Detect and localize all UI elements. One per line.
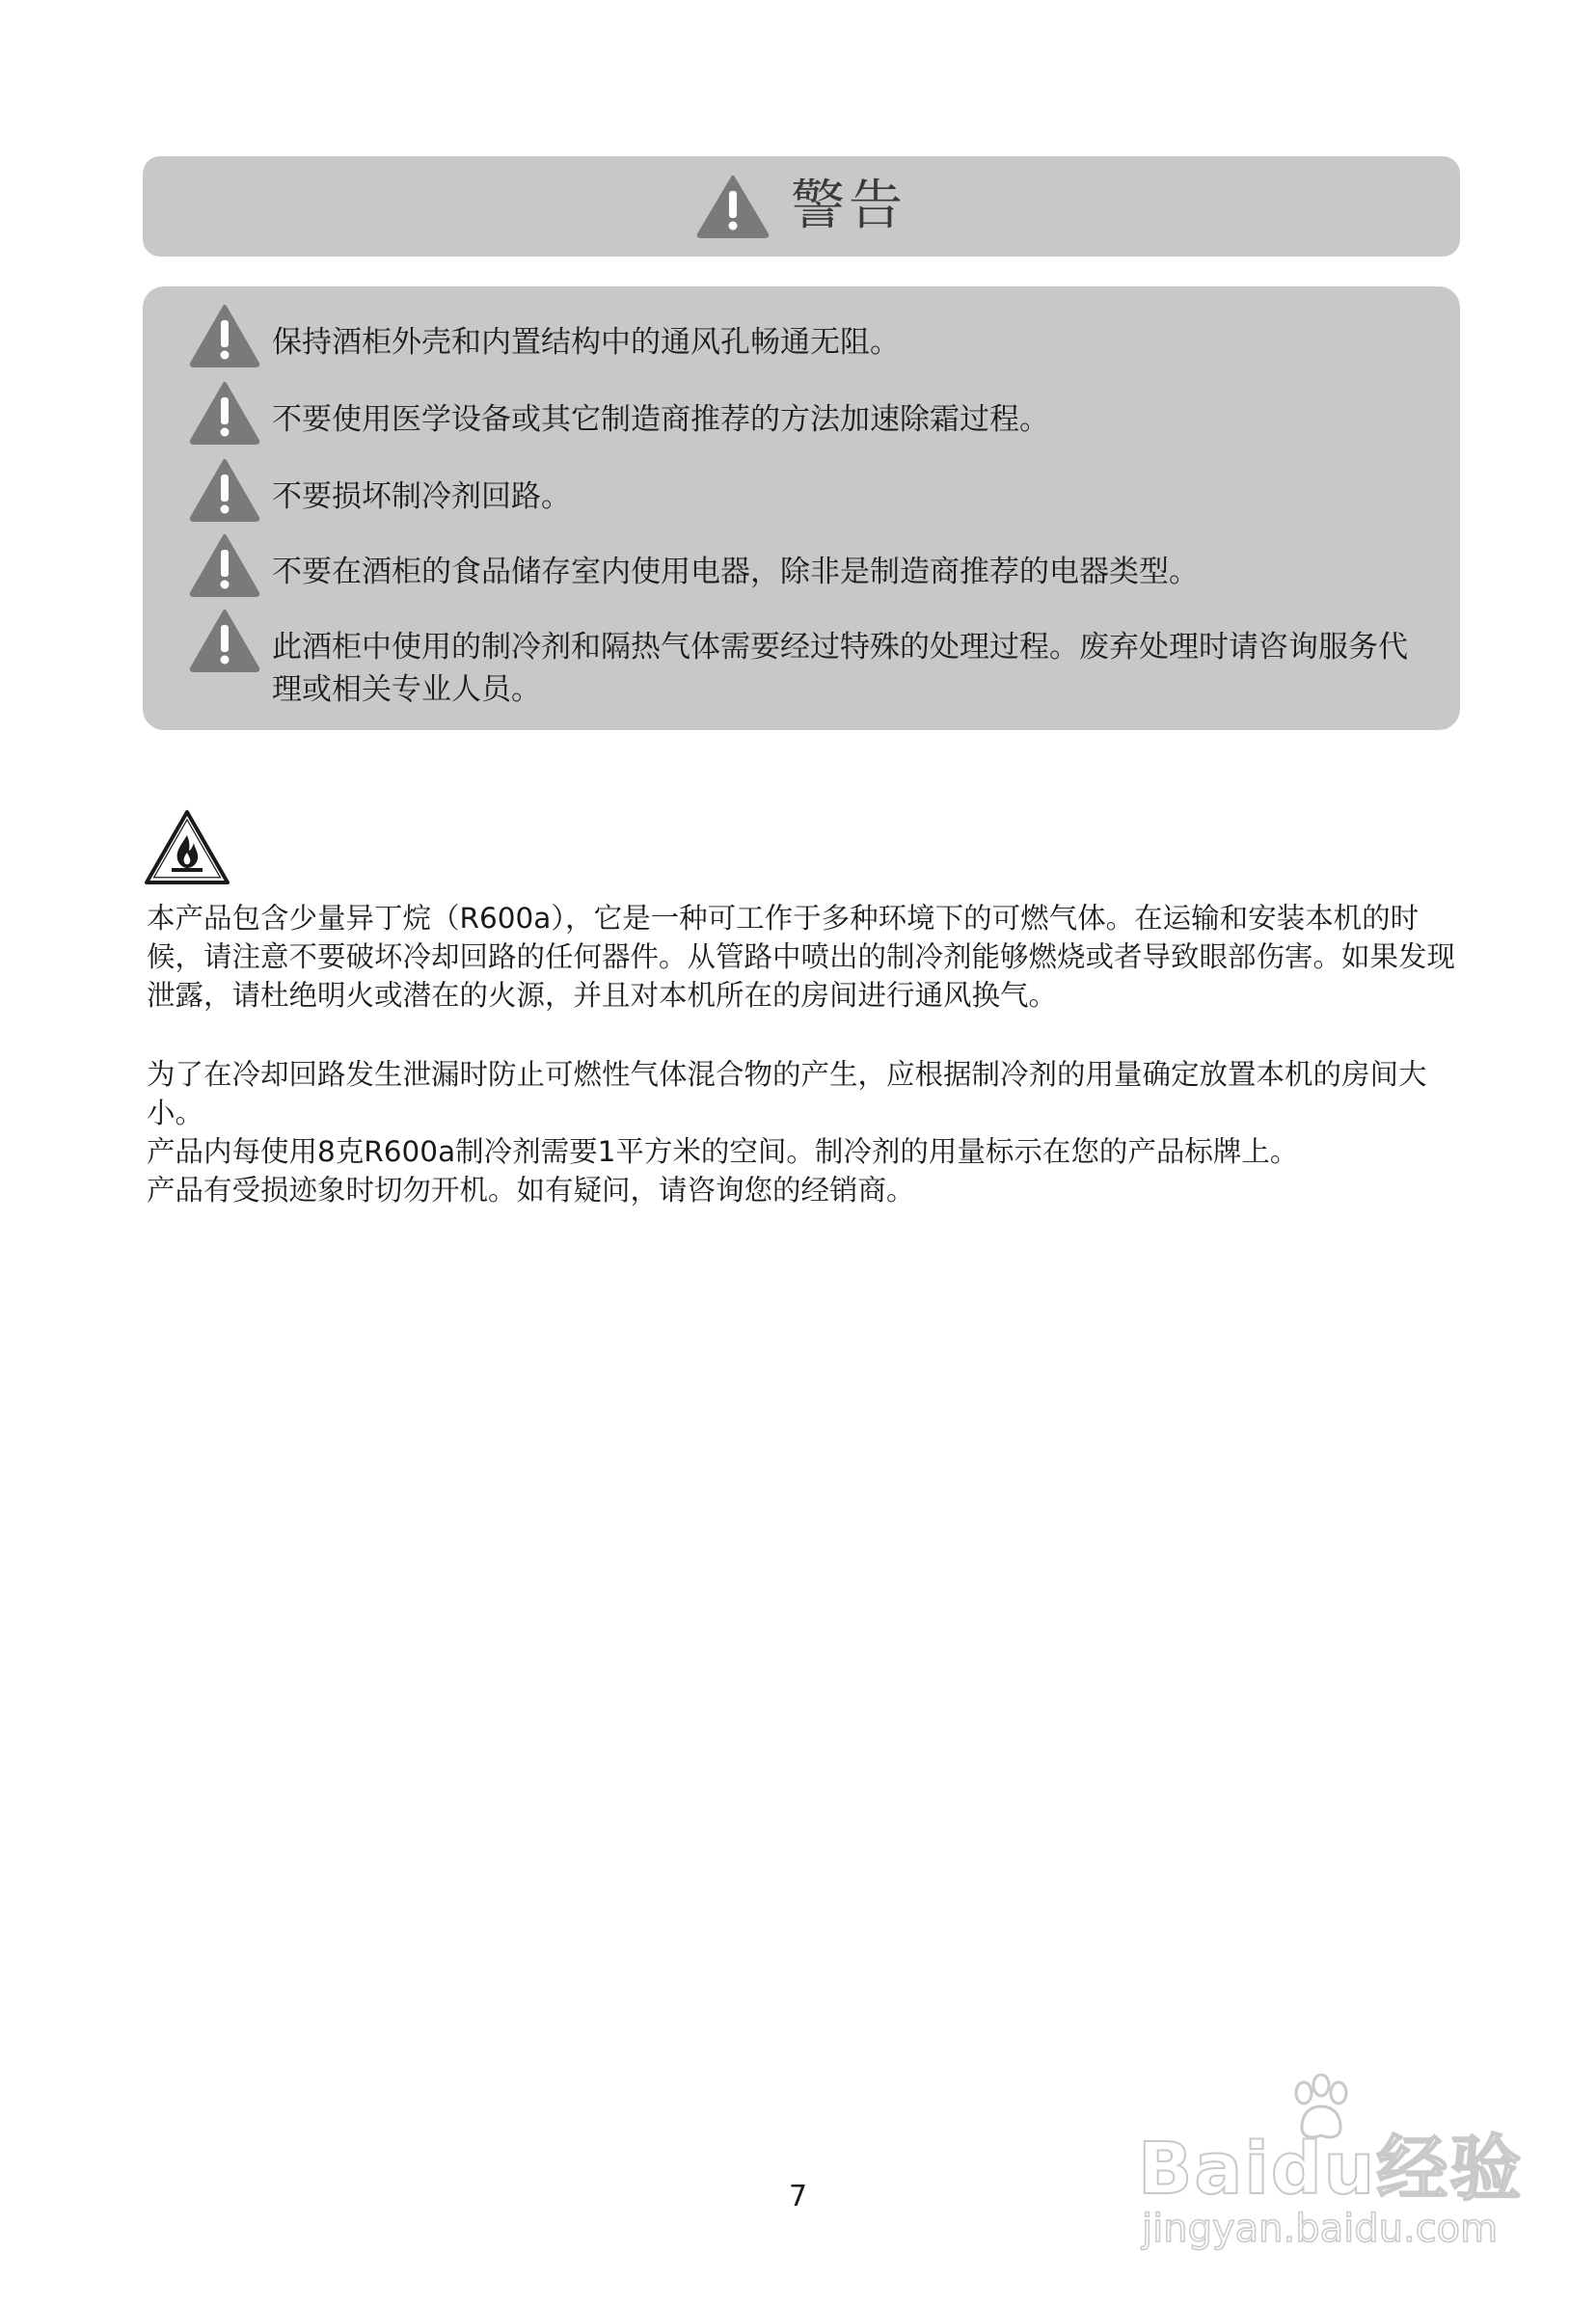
flammable-paragraph-1: 本产品包含少量异丁烷（R600a），它是一种可工作于多种环境下的可燃气体。在运输和安装本机的时候，请注意不要破坏冷却回路的任何器件。从管路中喷出的制冷剂能够燃烧或者导致眼部伤害。如果发现泄露，请杜绝明火或潜在的火源，并且对本机所在的房间进行通风换气。 bbox=[147, 902, 1456, 1012]
flammable-paragraph-3: 产品内每使用8克R600a制冷剂需要1平方米的空间。制冷剂的用量标示在您的产品标牌上。 bbox=[147, 1135, 1299, 1168]
warning-item bbox=[189, 381, 1431, 445]
warning-item bbox=[189, 609, 1431, 711]
warning-item bbox=[189, 458, 1431, 522]
flammable-paragraph-4: 产品有受损迹象时切勿开机。如有疑问，请咨询您的经销商。 bbox=[147, 1174, 915, 1207]
warning-triangle-icon bbox=[189, 533, 260, 597]
watermark-url: jingyan.baidu.com bbox=[1142, 2207, 1499, 2251]
warning-text: 此酒柜中使用的制冷剂和隔热气体需要经过特殊的处理过程。废弃处理时请咨询服务代理或相关专业人员。 bbox=[272, 630, 1408, 707]
warning-triangle-icon bbox=[189, 609, 260, 672]
warning-header bbox=[143, 156, 1460, 257]
warning-triangle-icon bbox=[189, 304, 260, 367]
warning-triangle-icon bbox=[189, 381, 260, 445]
warning-item bbox=[189, 533, 1431, 597]
warning-text: 不要在酒柜的食品储存室内使用电器，除非是制造商推荐的电器类型。 bbox=[272, 555, 1199, 589]
baidu-watermark bbox=[1138, 2074, 1524, 2266]
warning-text: 保持酒柜外壳和内置结构中的通风孔畅通无阻。 bbox=[272, 325, 900, 360]
page-title: 警告 bbox=[791, 175, 906, 237]
page-number: 7 bbox=[788, 2180, 808, 2213]
flammable-icon bbox=[143, 808, 231, 887]
warning-header-inner bbox=[696, 175, 906, 238]
warning-item bbox=[189, 304, 1431, 367]
warnings-panel bbox=[143, 286, 1460, 730]
watermark-brand: Baidu经验 bbox=[1138, 2128, 1524, 2211]
warning-text: 不要使用医学设备或其它制造商推荐的方法加速除霜过程。 bbox=[272, 402, 1049, 437]
warning-triangle-icon bbox=[696, 175, 770, 238]
warning-text: 不要损坏制冷剂回路。 bbox=[272, 479, 571, 514]
flammable-paragraph-2: 为了在冷却回路发生泄漏时防止可燃性气体混合物的产生，应根据制冷剂的用量确定放置本机的房间大小。 bbox=[147, 1058, 1427, 1129]
warning-triangle-icon bbox=[189, 458, 260, 522]
